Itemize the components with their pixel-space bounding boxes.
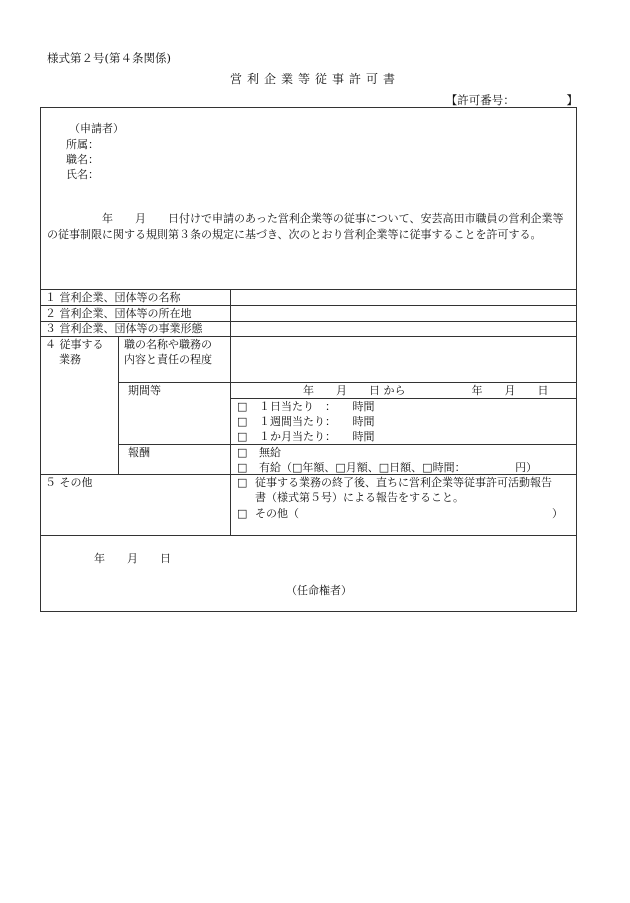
checkbox-report[interactable]: □ (237, 476, 248, 489)
issue-date: 年 月 日 (94, 552, 171, 565)
other-report-2: 書（様式第５号）による報告をすること。 (255, 491, 464, 504)
table-rule (41, 305, 576, 306)
period-per-day: １日当たり ： 時間 (259, 400, 375, 413)
checkbox-paid[interactable]: □ (237, 461, 248, 474)
reward-paid: 有給（□年額、□月額、□日額、□時間： 円） (259, 461, 538, 474)
permit-form-box (40, 107, 577, 612)
row-duties-label: ４ 従事する (45, 338, 104, 351)
table-rule (41, 535, 576, 536)
table-rule (118, 444, 576, 445)
name-label: 氏名： (66, 168, 99, 181)
document-title: 営利企業等従事許可書 (229, 72, 400, 86)
duty-content-label-2: 内容と責任の程度 (124, 353, 212, 366)
table-column-rule (118, 336, 119, 474)
other-report: 従事する業務の終了後、直ちに営利企業等従事許可活動報告 (255, 476, 552, 489)
reward-unpaid: 無給 (259, 446, 281, 459)
checkbox-per-month[interactable]: □ (237, 430, 248, 443)
row-company-name: １ 営利企業、団体等の名称 (45, 291, 181, 304)
duty-content-label: 職の名称や職務の (124, 338, 212, 351)
table-rule (41, 336, 576, 337)
reward-label: 報酬 (128, 446, 150, 459)
table-rule (230, 398, 576, 399)
checkbox-other[interactable]: □ (237, 507, 248, 520)
table-column-rule (230, 289, 231, 535)
checkbox-unpaid[interactable]: □ (237, 446, 248, 459)
checkbox-per-week[interactable]: □ (237, 415, 248, 428)
other-misc: その他（ ） (255, 507, 563, 520)
period-label: 期間等 (128, 384, 161, 397)
applicant-heading: （申請者） (69, 122, 124, 135)
table-rule (118, 382, 576, 383)
checkbox-per-day[interactable]: □ (237, 400, 248, 413)
position-label: 職名： (66, 153, 99, 166)
row-business-type: ３ 営利企業、団体等の事業形態 (45, 322, 203, 335)
period-per-month: １か月当たり： 時間 (259, 430, 375, 443)
row-duties-label-2: 業務 (59, 353, 81, 366)
form-number-label: 様式第２号(第４条関係) (47, 51, 171, 65)
row-other-label: ５ その他 (45, 476, 93, 489)
period-range: 年 月 日 から 年 月 日 (303, 384, 549, 397)
row-company-address: ２ 営利企業、団体等の所在地 (45, 307, 192, 320)
period-per-week: １週間当たり： 時間 (259, 415, 375, 428)
permit-number: 【許可番号： 】 (445, 93, 578, 107)
table-rule (41, 289, 576, 290)
affiliation-label: 所属： (66, 138, 99, 151)
permission-statement: 年 月 日付けで申請のあった営利企業等の従事について、安芸高田市職員の営利企業等の従事制限に関する規則第３条の規定に基づき、次のとおり営利企業等に従事することを許可する。 (47, 212, 564, 241)
appointing-authority: （任命権者） (286, 584, 352, 597)
